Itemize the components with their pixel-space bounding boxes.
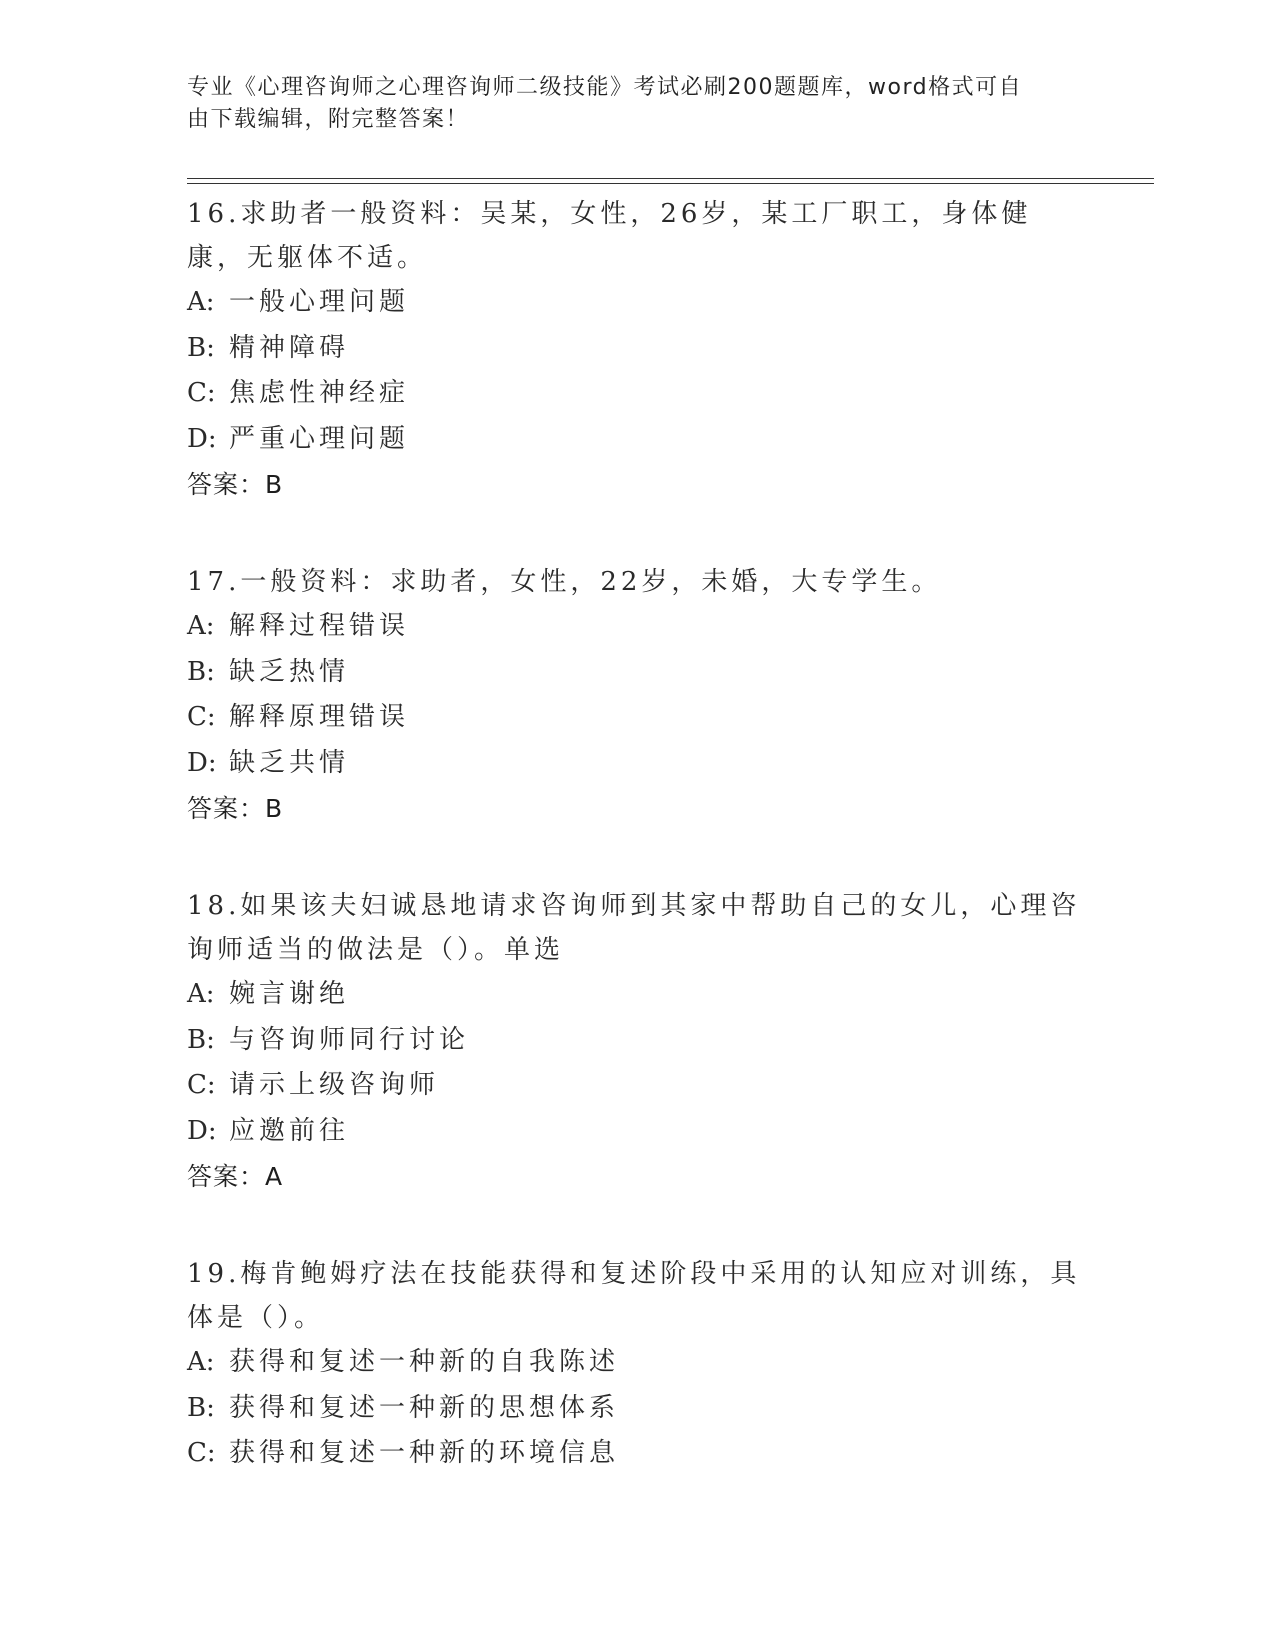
option-text: 一般心理问题: [229, 287, 410, 317]
header-line-2: 由下载编辑，附完整答案！: [187, 107, 470, 132]
option-letter: A:: [187, 611, 215, 641]
question-18: [187, 882, 1087, 1200]
option-text: 获得和复述一种新的自我陈述: [229, 1347, 620, 1377]
answer-value: B: [265, 794, 284, 823]
option-letter: A:: [187, 979, 215, 1009]
option-letter: D:: [187, 747, 217, 778]
document-header: [187, 72, 1067, 136]
option-b: [187, 1018, 1087, 1064]
option-c: [187, 1063, 1087, 1109]
question-stem: 19.梅肯鲍姆疗法在技能获得和复述阶段中采用的认知应对训练，具体是（）。: [187, 1259, 1081, 1333]
option-letter: B:: [187, 1024, 215, 1055]
option-text: 严重心理问题: [229, 423, 410, 454]
option-d: [187, 1109, 1087, 1155]
option-c: [187, 695, 1087, 741]
answer-line: [187, 462, 1087, 508]
option-text: 焦虑性神经症: [229, 378, 410, 408]
question-list: [187, 190, 1087, 1527]
answer-value: B: [265, 470, 284, 499]
option-letter: A:: [187, 1347, 215, 1377]
answer-label: 答案：: [187, 470, 266, 499]
option-text: 请示上级咨询师: [229, 1070, 440, 1100]
option-text: 与咨询师同行讨论: [229, 1024, 470, 1055]
answer-label: 答案：: [187, 794, 266, 823]
answer-label: 答案：: [187, 1162, 266, 1191]
option-text: 缺乏共情: [229, 747, 350, 778]
option-d: [187, 741, 1087, 787]
option-text: 缺乏热情: [229, 656, 350, 687]
option-d: [187, 417, 1087, 463]
answer-line: [187, 786, 1087, 832]
option-b: [187, 650, 1087, 696]
option-text: 获得和复述一种新的思想体系: [229, 1392, 620, 1423]
question-19: [187, 1250, 1087, 1477]
option-text: 解释原理错误: [229, 702, 410, 732]
option-text: 获得和复述一种新的环境信息: [229, 1438, 620, 1468]
header-line-1: 专业《心理咨询师之心理咨询师二级技能》考试必刷200题题库，word格式可自: [187, 75, 1023, 100]
option-text: 解释过程错误: [229, 611, 410, 641]
option-letter: C:: [187, 1070, 216, 1100]
option-text: 婉言谢绝: [229, 979, 350, 1009]
option-a: [187, 280, 1087, 326]
header-divider-top: [187, 178, 1154, 179]
option-letter: C:: [187, 378, 216, 408]
header-divider-bottom: [187, 183, 1154, 184]
option-letter: C:: [187, 1438, 216, 1468]
option-a: [187, 1340, 1087, 1386]
option-text: 应邀前往: [229, 1115, 350, 1146]
option-text: 精神障碍: [229, 332, 350, 363]
question-stem: 16.求助者一般资料：吴某，女性，26岁，某工厂职工，身体健康，无躯体不适。: [187, 199, 1032, 273]
option-a: [187, 604, 1087, 650]
question-stem: 18.如果该夫妇诚恳地请求咨询师到其家中帮助自己的女儿，心理咨询师适当的做法是（）。单选: [187, 891, 1081, 965]
question-17: [187, 558, 1087, 832]
option-b: [187, 326, 1087, 372]
option-letter: A:: [187, 287, 215, 317]
question-stem: 17.一般资料：求助者，女性，22岁，未婚，大专学生。: [187, 567, 942, 597]
option-letter: C:: [187, 702, 216, 732]
option-c: [187, 1431, 1087, 1477]
option-c: [187, 371, 1087, 417]
option-letter: B:: [187, 332, 215, 363]
question-16: [187, 190, 1087, 508]
option-b: [187, 1386, 1087, 1432]
option-letter: D:: [187, 1115, 217, 1146]
answer-value: A: [265, 1162, 284, 1191]
option-letter: B:: [187, 1392, 215, 1423]
option-letter: D:: [187, 423, 217, 454]
option-letter: B:: [187, 656, 215, 687]
option-a: [187, 972, 1087, 1018]
answer-line: [187, 1154, 1087, 1200]
